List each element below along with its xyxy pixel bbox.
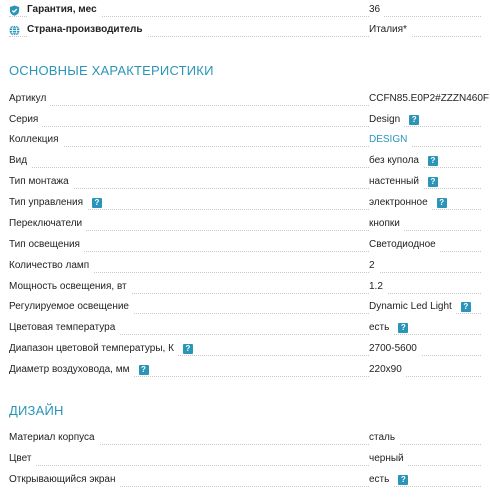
spec-row-control (9, 193, 481, 213)
globe-icon (9, 25, 20, 36)
spec-row-opening-screen (9, 470, 481, 490)
spec-row-adjustable-lighting (9, 297, 481, 317)
spec-value: сталь (369, 428, 399, 448)
spec-row-color-temp-range (9, 339, 481, 359)
help-icon[interactable]: ? (398, 323, 408, 333)
help-icon[interactable]: ? (437, 198, 447, 208)
help-icon[interactable]: ? (92, 198, 102, 208)
spec-row-article (9, 89, 490, 109)
spec-row-lamp-count (9, 256, 481, 276)
spec-row-color (9, 449, 481, 469)
spec-label: Цвет (9, 449, 35, 469)
spec-row-duct-diameter (9, 360, 481, 380)
shield-check-icon (9, 5, 20, 16)
collection-link[interactable]: DESIGN (369, 130, 411, 150)
spec-label: Артикул (9, 89, 50, 109)
spec-row-switches (9, 214, 481, 234)
spec-row-mounting (9, 172, 481, 192)
spec-value: Светодиодное (369, 235, 440, 255)
spec-label: Диапазон цветовой температуры, К (9, 339, 178, 359)
spec-label: Переключатели (9, 214, 86, 234)
spec-value: Design (369, 110, 404, 130)
spec-value: 2700-5600 (369, 339, 421, 359)
spec-label: Вид (9, 151, 31, 171)
spec-row-body-material (9, 428, 481, 448)
spec-label: Гарантия, мес (27, 0, 101, 20)
help-icon[interactable]: ? (398, 475, 408, 485)
spec-row-lighting-power (9, 277, 481, 297)
help-icon[interactable]: ? (409, 115, 419, 125)
spec-label: Серия (9, 110, 42, 130)
spec-value: черный (369, 449, 408, 469)
spec-value: CCFN85.E0P2#ZZZN460F (369, 89, 490, 109)
spec-value: 36 (369, 0, 384, 20)
spec-row-collection (9, 130, 481, 150)
help-icon[interactable]: ? (183, 344, 193, 354)
spec-label: Тип освещения (9, 235, 84, 255)
spec-label: Открывающийся экран (9, 470, 119, 490)
spec-label: Тип управления (9, 193, 87, 213)
help-icon[interactable]: ? (139, 365, 149, 375)
spec-value: настенный (369, 172, 423, 192)
dotted-leader (9, 465, 481, 466)
spec-value: кнопки (369, 214, 404, 234)
spec-value: без купола (369, 151, 423, 171)
spec-label: Материал корпуса (9, 428, 99, 448)
section-title-design: ДИЗАЙН (9, 403, 64, 418)
spec-value: 220x90 (369, 360, 406, 380)
spec-value: 1.2 (369, 277, 387, 297)
spec-label: Мощность освещения, вт (9, 277, 131, 297)
spec-value: 2 (369, 256, 379, 276)
spec-label: Коллекция (9, 130, 63, 150)
help-icon[interactable]: ? (428, 177, 438, 187)
spec-row-type (9, 151, 481, 171)
spec-row-lighting-type (9, 235, 481, 255)
help-icon[interactable]: ? (461, 302, 471, 312)
spec-value: есть (369, 318, 393, 338)
spec-label: Диаметр воздуховода, мм (9, 360, 134, 380)
spec-value: Италия* (369, 20, 411, 40)
spec-label: Регулируемое освещение (9, 297, 133, 317)
spec-value: Dynamic Led Light (369, 297, 456, 317)
spec-label: Тип монтажа (9, 172, 73, 192)
spec-row-series (9, 110, 481, 130)
spec-value: есть (369, 470, 393, 490)
section-title-main: ОСНОВНЫЕ ХАРАКТЕРИСТИКИ (9, 63, 214, 78)
spec-row-warranty (9, 0, 481, 20)
spec-row-color-temperature (9, 318, 481, 338)
spec-label: Страна-производитель (27, 20, 147, 40)
spec-label: Цветовая температура (9, 318, 119, 338)
spec-label: Количество ламп (9, 256, 93, 276)
spec-value: электронное (369, 193, 432, 213)
spec-row-country (9, 20, 481, 40)
help-icon[interactable]: ? (428, 156, 438, 166)
